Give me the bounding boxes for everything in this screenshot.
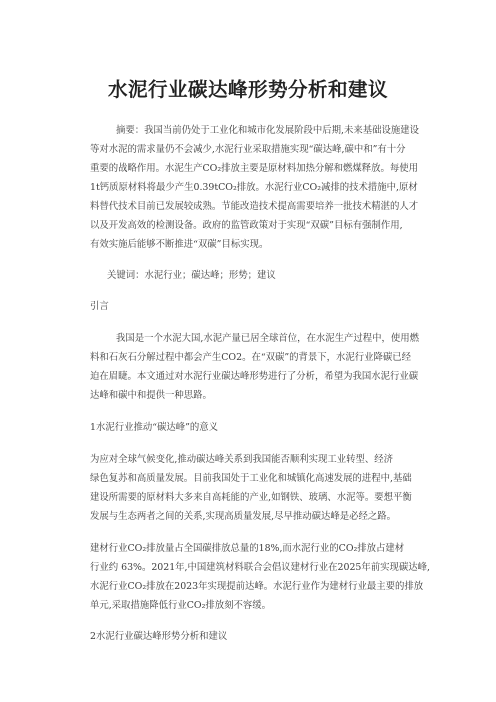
section1-para2-line: 行业约 63%。2021年,中国建筑材料联合会倡议建材行业在2025年前实现碳达峰,	[90, 562, 430, 573]
document-title: 水泥行业碳达峰形势分析和建议	[107, 78, 388, 101]
section1-para2-line: 单元,采取措施降低行业CO₂排放刻不容缓。	[90, 600, 271, 611]
intro-line: 达峰和碳中和提供一种思路。	[90, 390, 212, 401]
intro-line: 料和石灰石分解过程中都会产生CO2。在“双碳”的背景下，水泥行业降碳已经	[90, 352, 412, 363]
section1-para1-line: 绿色复苏和高质量发展。目前我国处于工业化和城镇化高速发展的进程中,基础	[90, 473, 412, 484]
section1-para2-line: 建材行业CO₂排放量占全国碳排放总量的18%,而水泥行业的CO₂排放占建材	[90, 543, 405, 554]
section-heading-intro: 引言	[90, 301, 109, 312]
section1-para2-line: 水泥行业CO₂排放在2023年实现提前达峰。水泥行业作为建材行业最主要的排放	[90, 581, 424, 592]
section1-para1-line: 发展与生态两者之间的关系,实现高质量发展,尽早推动碳达峰是必经之路。	[90, 511, 396, 522]
abstract-line: 1t钙质原材料将最少产生0.39tCO₂排放。水泥行业CO₂减排的技术措施中,原材	[90, 182, 418, 193]
section-heading-1: 1水泥行业推动“碳达峰”的意义	[90, 422, 219, 433]
abstract-line: 重要的战略作用。水泥生产CO₂排放主要是原材料加热分解和燃煤释放。每使用	[90, 163, 418, 174]
abstract-line: 料替代技术目前已发展较成熟。节能改造技术提高需要培养一批技术精湛的人才	[90, 201, 419, 212]
abstract-line: 有效实施后能够不断推进“双碳”目标实现。	[90, 239, 269, 250]
abstract-line: 等对水泥的需求量仍不会减少,水泥行业采取措施实现“碳达峰,碳中和”有十分	[90, 144, 406, 155]
intro-line: 我国是一个水泥大国,水泥产量已居全球首位，在水泥生产过程中，使用燃	[116, 333, 419, 344]
abstract-line: 以及开发高效的检测设备。政府的监管政策对于实现“双碳”目标有强制作用,	[90, 220, 403, 231]
section1-para1-line: 建设所需要的原材料大多来自高耗能的产业,如钢铁、玻璃、水泥等。要想平衡	[90, 492, 412, 503]
keywords: 关键词：水泥行业；碳达峰；形势；建议	[107, 270, 276, 281]
abstract-line: 摘要：我国当前仍处于工业化和城市化发展阶段中后期,未来基础设施建设	[116, 125, 419, 136]
section1-para1-line: 为应对全球气候变化,推动碳达峰关系到我国能否顺利实现工业转型、经济	[90, 454, 393, 465]
intro-line: 迫在眉睫。本文通过对水泥行业碳达峰形势进行了分析，希望为我国水泥行业碳	[90, 371, 419, 382]
section-heading-2: 2水泥行业碳达峰形势分析和建议	[90, 631, 228, 642]
